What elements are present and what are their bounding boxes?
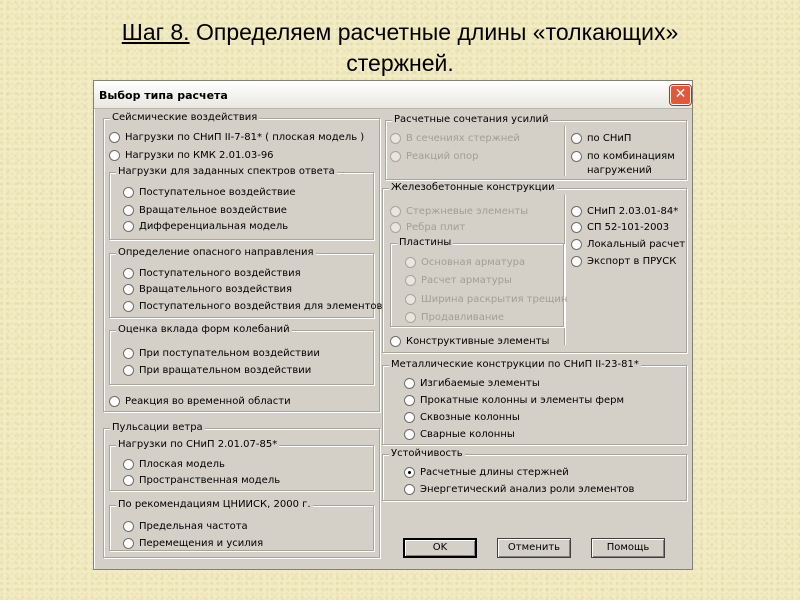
danger-opt1-label[interactable]: Поступательного воздействия	[139, 268, 301, 279]
cancel-button[interactable]: Отменить	[497, 538, 571, 558]
stability-opt1-label[interactable]: Расчетные длины стержней	[420, 467, 569, 478]
concrete-constructive-radio[interactable]	[390, 336, 401, 347]
slide-step-label: Шаг 8.	[121, 19, 190, 45]
plates-opt4-label: Продавливание	[421, 312, 505, 323]
wind-tsniisk-opt1-radio[interactable]	[123, 521, 134, 532]
concrete-opt1-radio	[390, 206, 401, 217]
group-stability-title: Устойчивость	[391, 448, 463, 459]
comb-opt4-label-line2[interactable]: нагружений	[587, 165, 652, 176]
danger-opt2-radio[interactable]	[123, 284, 134, 295]
group-seismic-title: Сейсмические воздействия	[112, 112, 258, 123]
stability-opt2-label[interactable]: Энергетический анализ роли элементов	[420, 484, 635, 495]
group-wind-title: Пульсации ветра	[112, 422, 203, 433]
danger-opt1-radio[interactable]	[123, 268, 134, 279]
spectra-opt1-label[interactable]: Поступательное воздействие	[139, 187, 296, 198]
dialog-titlebar	[94, 81, 692, 109]
concrete-opt1-label: Стержневые элементы	[406, 206, 529, 217]
group-metal-title: Металлические конструкции по СНиП II-23-81*	[391, 359, 639, 370]
concrete-export-radio[interactable]	[571, 256, 582, 267]
seismic-opt2-radio[interactable]	[109, 150, 120, 161]
danger-opt3-radio[interactable]	[123, 301, 134, 312]
danger-opt2-label[interactable]: Вращательного воздействия	[139, 284, 292, 295]
comb-opt3-radio[interactable]	[571, 133, 582, 144]
wind-snip-opt2-radio[interactable]	[123, 475, 134, 486]
seismic-opt1-label[interactable]: Нагрузки по СНиП II-7-81* ( плоская модель )	[125, 132, 365, 143]
wind-snip-opt1-label[interactable]: Плоская модель	[139, 459, 225, 470]
close-icon[interactable]: ✕	[670, 85, 691, 105]
group-wind-snip-title: Нагрузки по СНиП 2.01.07-85*	[118, 439, 278, 450]
seismic-opt1-radio[interactable]	[109, 132, 120, 143]
concrete-snip2-radio[interactable]	[571, 222, 582, 233]
metal-opt3-radio[interactable]	[404, 412, 415, 423]
ok-button[interactable]: OK	[403, 538, 477, 558]
plates-opt4-radio	[405, 312, 416, 323]
wind-snip-opt1-radio[interactable]	[123, 459, 134, 470]
concrete-local-label[interactable]: Локальный расчет	[587, 239, 686, 250]
group-concrete-title: Железобетонные конструкции	[391, 182, 555, 193]
spectra-opt1-radio[interactable]	[123, 187, 134, 198]
metal-opt2-label[interactable]: Прокатные колонны и элементы ферм	[420, 395, 624, 406]
modes-opt1-radio[interactable]	[123, 348, 134, 359]
concrete-snip1-radio[interactable]	[571, 206, 582, 217]
group-plates-title: Пластины	[399, 237, 452, 248]
metal-opt4-radio[interactable]	[404, 429, 415, 440]
concrete-snip1-label[interactable]: СНиП 2.03.01-84*	[587, 206, 679, 217]
seismic-opt2-label[interactable]: Нагрузки по КМК 2.01.03-96	[125, 150, 274, 161]
spectra-opt3-radio[interactable]	[123, 221, 134, 232]
concrete-export-label[interactable]: Экспорт в ПРУСК	[587, 256, 677, 267]
concrete-opt2-radio	[390, 222, 401, 233]
comb-opt2-radio	[390, 151, 401, 162]
slide-title	[40, 17, 760, 79]
modes-opt2-label[interactable]: При вращательном воздействии	[139, 365, 312, 376]
metal-opt4-label[interactable]: Сварные колонны	[420, 429, 515, 440]
concrete-divider	[564, 195, 565, 345]
plates-opt2-radio	[405, 275, 416, 286]
spectra-opt2-radio[interactable]	[123, 205, 134, 216]
concrete-snip2-label[interactable]: СП 52-101-2003	[587, 222, 670, 233]
plates-opt1-label: Основная арматура	[421, 257, 526, 268]
metal-opt1-radio[interactable]	[404, 378, 415, 389]
plates-opt1-radio	[405, 257, 416, 268]
stability-opt1-radio[interactable]	[404, 467, 415, 478]
comb-opt2-label: Реакций опор	[406, 151, 479, 162]
group-combinations-title: Расчетные сочетания усилий	[394, 114, 549, 125]
modes-opt1-label[interactable]: При поступательном воздействии	[139, 348, 320, 359]
metal-opt1-label[interactable]: Изгибаемые элементы	[420, 378, 540, 389]
comb-opt4-label-line1[interactable]: по комбинациям	[587, 151, 675, 162]
danger-opt3-label[interactable]: Поступательного воздействия для элементов	[139, 301, 383, 312]
dialog-title: Выбор типа расчета	[99, 89, 228, 102]
slide-title-text: Определяем расчетные длины «толкающих»	[189, 19, 679, 45]
time-reaction-label[interactable]: Реакция во временной области	[125, 396, 291, 407]
group-spectra-title: Нагрузки для заданных спектров ответа	[118, 166, 335, 177]
group-wind-tsniisk-title: По рекомендациям ЦНИИСК, 2000 г.	[118, 499, 311, 510]
slide-title-line2: стержней.	[346, 50, 454, 76]
group-danger-title: Определение опасного направления	[118, 247, 314, 258]
comb-divider	[564, 126, 565, 176]
concrete-opt2-label: Ребра плит	[406, 222, 466, 233]
wind-tsniisk-opt2-label[interactable]: Перемещения и усилия	[139, 538, 264, 549]
comb-opt1-label: В сечениях стержней	[406, 133, 520, 144]
spectra-opt2-label[interactable]: Вращательное воздействие	[139, 205, 287, 216]
wind-tsniisk-opt2-radio[interactable]	[123, 538, 134, 549]
spectra-opt3-label[interactable]: Дифференциальная модель	[139, 221, 289, 232]
comb-opt1-radio	[390, 133, 401, 144]
plates-opt2-label: Расчет арматуры	[421, 275, 512, 286]
time-reaction-radio[interactable]	[109, 396, 120, 407]
metal-opt3-label[interactable]: Сквозные колонны	[420, 412, 520, 423]
group-modes-title: Оценка вклада форм колебаний	[118, 324, 290, 335]
modes-opt2-radio[interactable]	[123, 365, 134, 376]
wind-snip-opt2-label[interactable]: Пространственная модель	[139, 475, 281, 486]
comb-opt4-radio[interactable]	[571, 151, 582, 162]
stability-opt2-radio[interactable]	[404, 484, 415, 495]
plates-opt3-label: Ширина раскрытия трещин	[421, 294, 568, 305]
wind-tsniisk-opt1-label[interactable]: Предельная частота	[139, 521, 248, 532]
calc-type-dialog	[93, 80, 693, 570]
comb-opt3-label[interactable]: по СНиП	[587, 133, 632, 144]
concrete-constructive-label[interactable]: Конструктивные элементы	[406, 336, 550, 347]
concrete-local-radio[interactable]	[571, 239, 582, 250]
plates-opt3-radio	[405, 294, 416, 305]
help-button[interactable]: Помощь	[591, 538, 665, 558]
metal-opt2-radio[interactable]	[404, 395, 415, 406]
